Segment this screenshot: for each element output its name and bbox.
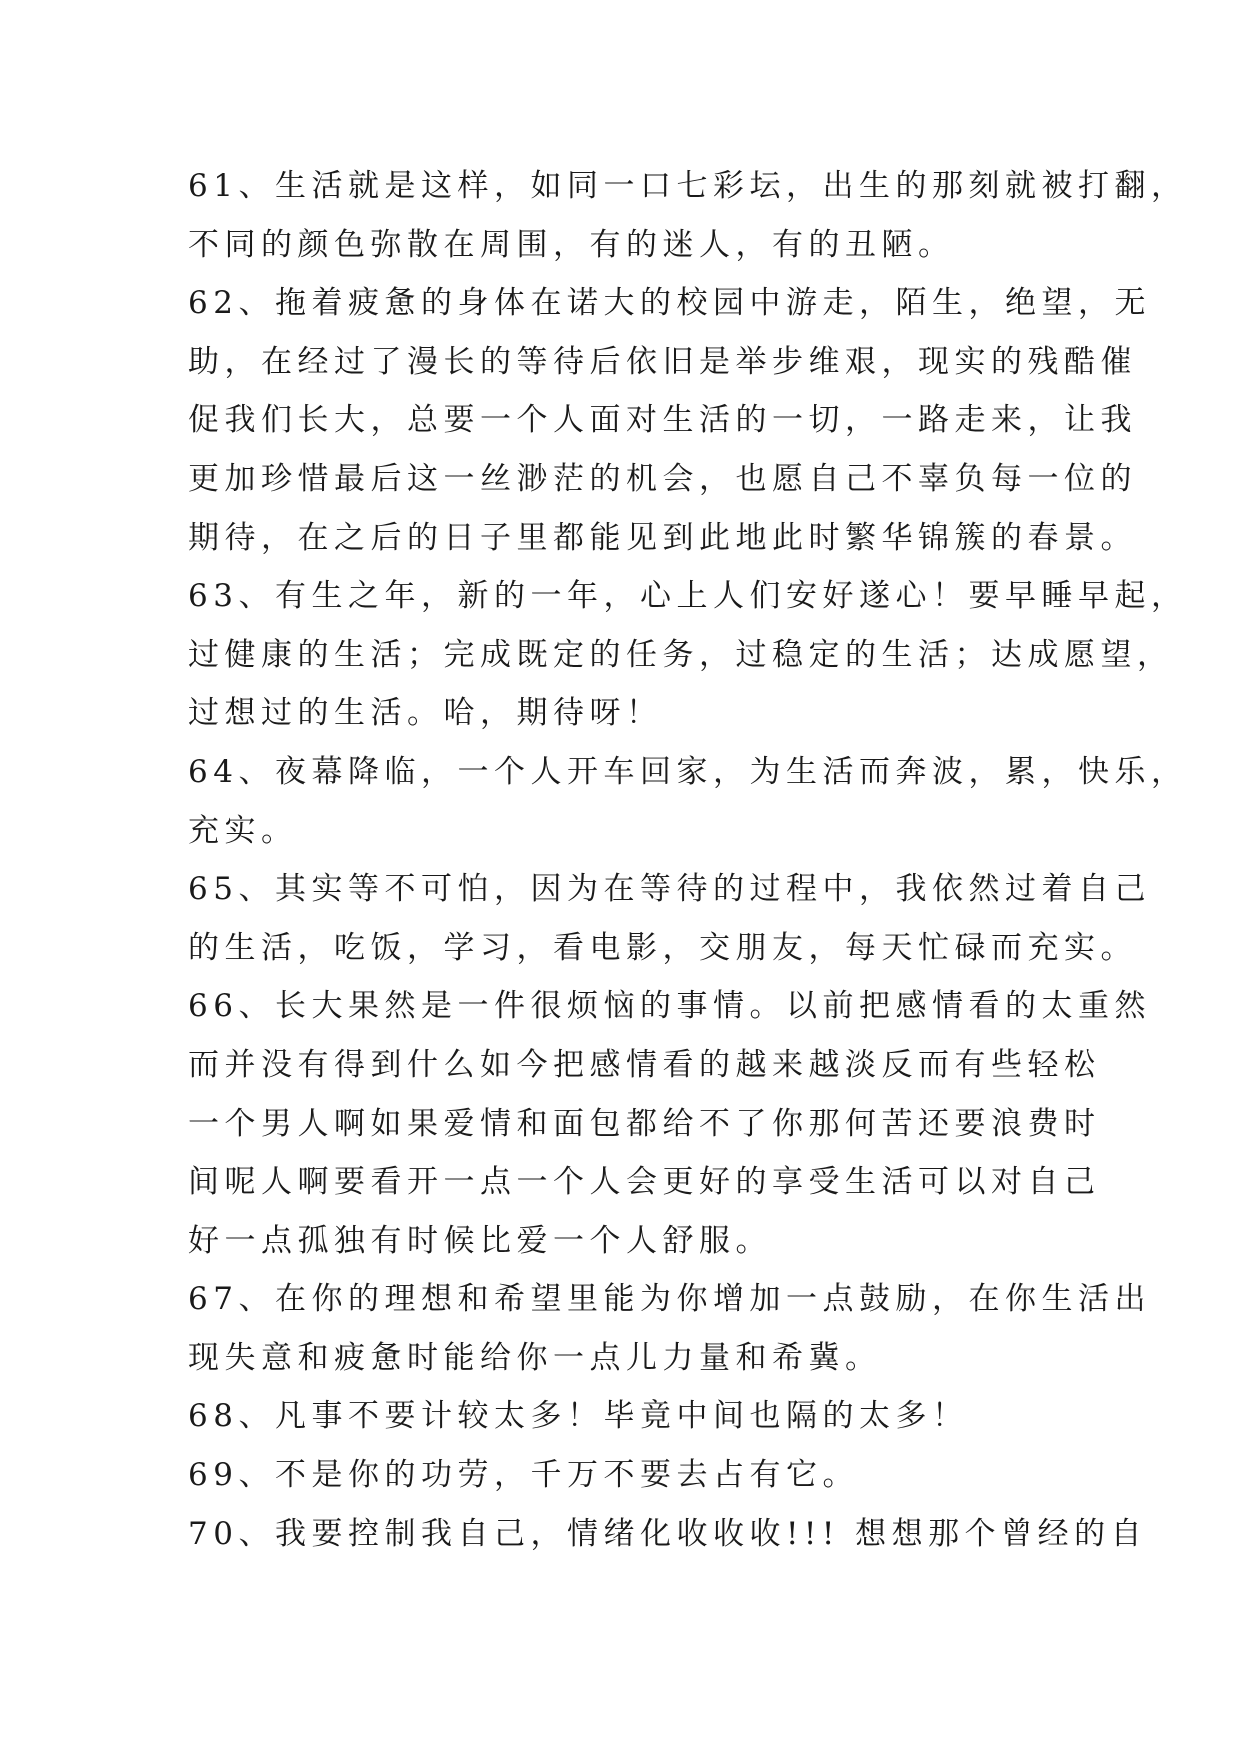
document-body xyxy=(188,157,1188,1563)
text-line: 过健康的生活；完成既定的任务，过稳定的生活；达成愿望， xyxy=(188,636,1174,673)
text-line: 67、在你的理想和希望里能为你增加一点鼓励，在你生活出 xyxy=(188,1281,1151,1318)
text-line: 过想过的生活。哈，期待呀！ xyxy=(188,695,663,732)
text-line: 的生活，吃饭，学习，看电影，交朋友，每天忙碌而充实。 xyxy=(188,929,1137,966)
text-line: 一个男人啊如果爱情和面包都给不了你那何苦还要浪费时 xyxy=(188,1105,1101,1142)
text-line: 期待，在之后的日子里都能见到此地此时繁华锦簇的春景。 xyxy=(188,519,1137,556)
text-line: 间呢人啊要看开一点一个人会更好的享受生活可以对自己 xyxy=(188,1164,1101,1201)
text-line: 好一点孤独有时候比爱一个人舒服。 xyxy=(188,1222,772,1259)
text-line: 充实。 xyxy=(188,812,298,849)
text-line: 现失意和疲惫时能给你一点儿力量和希冀。 xyxy=(188,1339,882,1376)
text-line: 62、拖着疲惫的身体在诺大的校园中游走，陌生，绝望，无 xyxy=(188,285,1151,322)
text-line: 助，在经过了漫长的等待后依旧是举步维艰，现实的残酷催 xyxy=(188,343,1137,380)
text-line: 61、生活就是这样，如同一口七彩坛，出生的那刻就被打翻， xyxy=(188,168,1188,204)
text-line: 65、其实等不可怕，因为在等待的过程中，我依然过着自己 xyxy=(188,871,1151,908)
text-line: 63、有生之年，新的一年，心上人们安好遂心！要早睡早起， xyxy=(188,578,1188,615)
text-line: 不同的颜色弥散在周围，有的迷人，有的丑陋。 xyxy=(188,226,955,263)
text-line: 而并没有得到什么如今把感情看的越来越淡反而有些轻松 xyxy=(188,1046,1101,1083)
text-line: 64、夜幕降临，一个人开车回家，为生活而奔波，累，快乐， xyxy=(188,753,1188,790)
text-line: 更加珍惜最后这一丝渺茫的机会，也愿自己不辜负每一位的 xyxy=(188,460,1137,497)
text-line: 促我们长大，总要一个人面对生活的一切，一路走来，让我 xyxy=(188,402,1137,439)
text-line: 68、凡事不要计较太多！毕竟中间也隔的太多！ xyxy=(188,1398,969,1435)
text-line: 70、我要控制我自己，情绪化收收收!!! 想想那个曾经的自 xyxy=(188,1515,1148,1552)
text-line: 66、长大果然是一件很烦恼的事情。以前把感情看的太重然 xyxy=(188,988,1151,1025)
text-line: 69、不是你的功劳，千万不要去占有它。 xyxy=(188,1457,859,1494)
